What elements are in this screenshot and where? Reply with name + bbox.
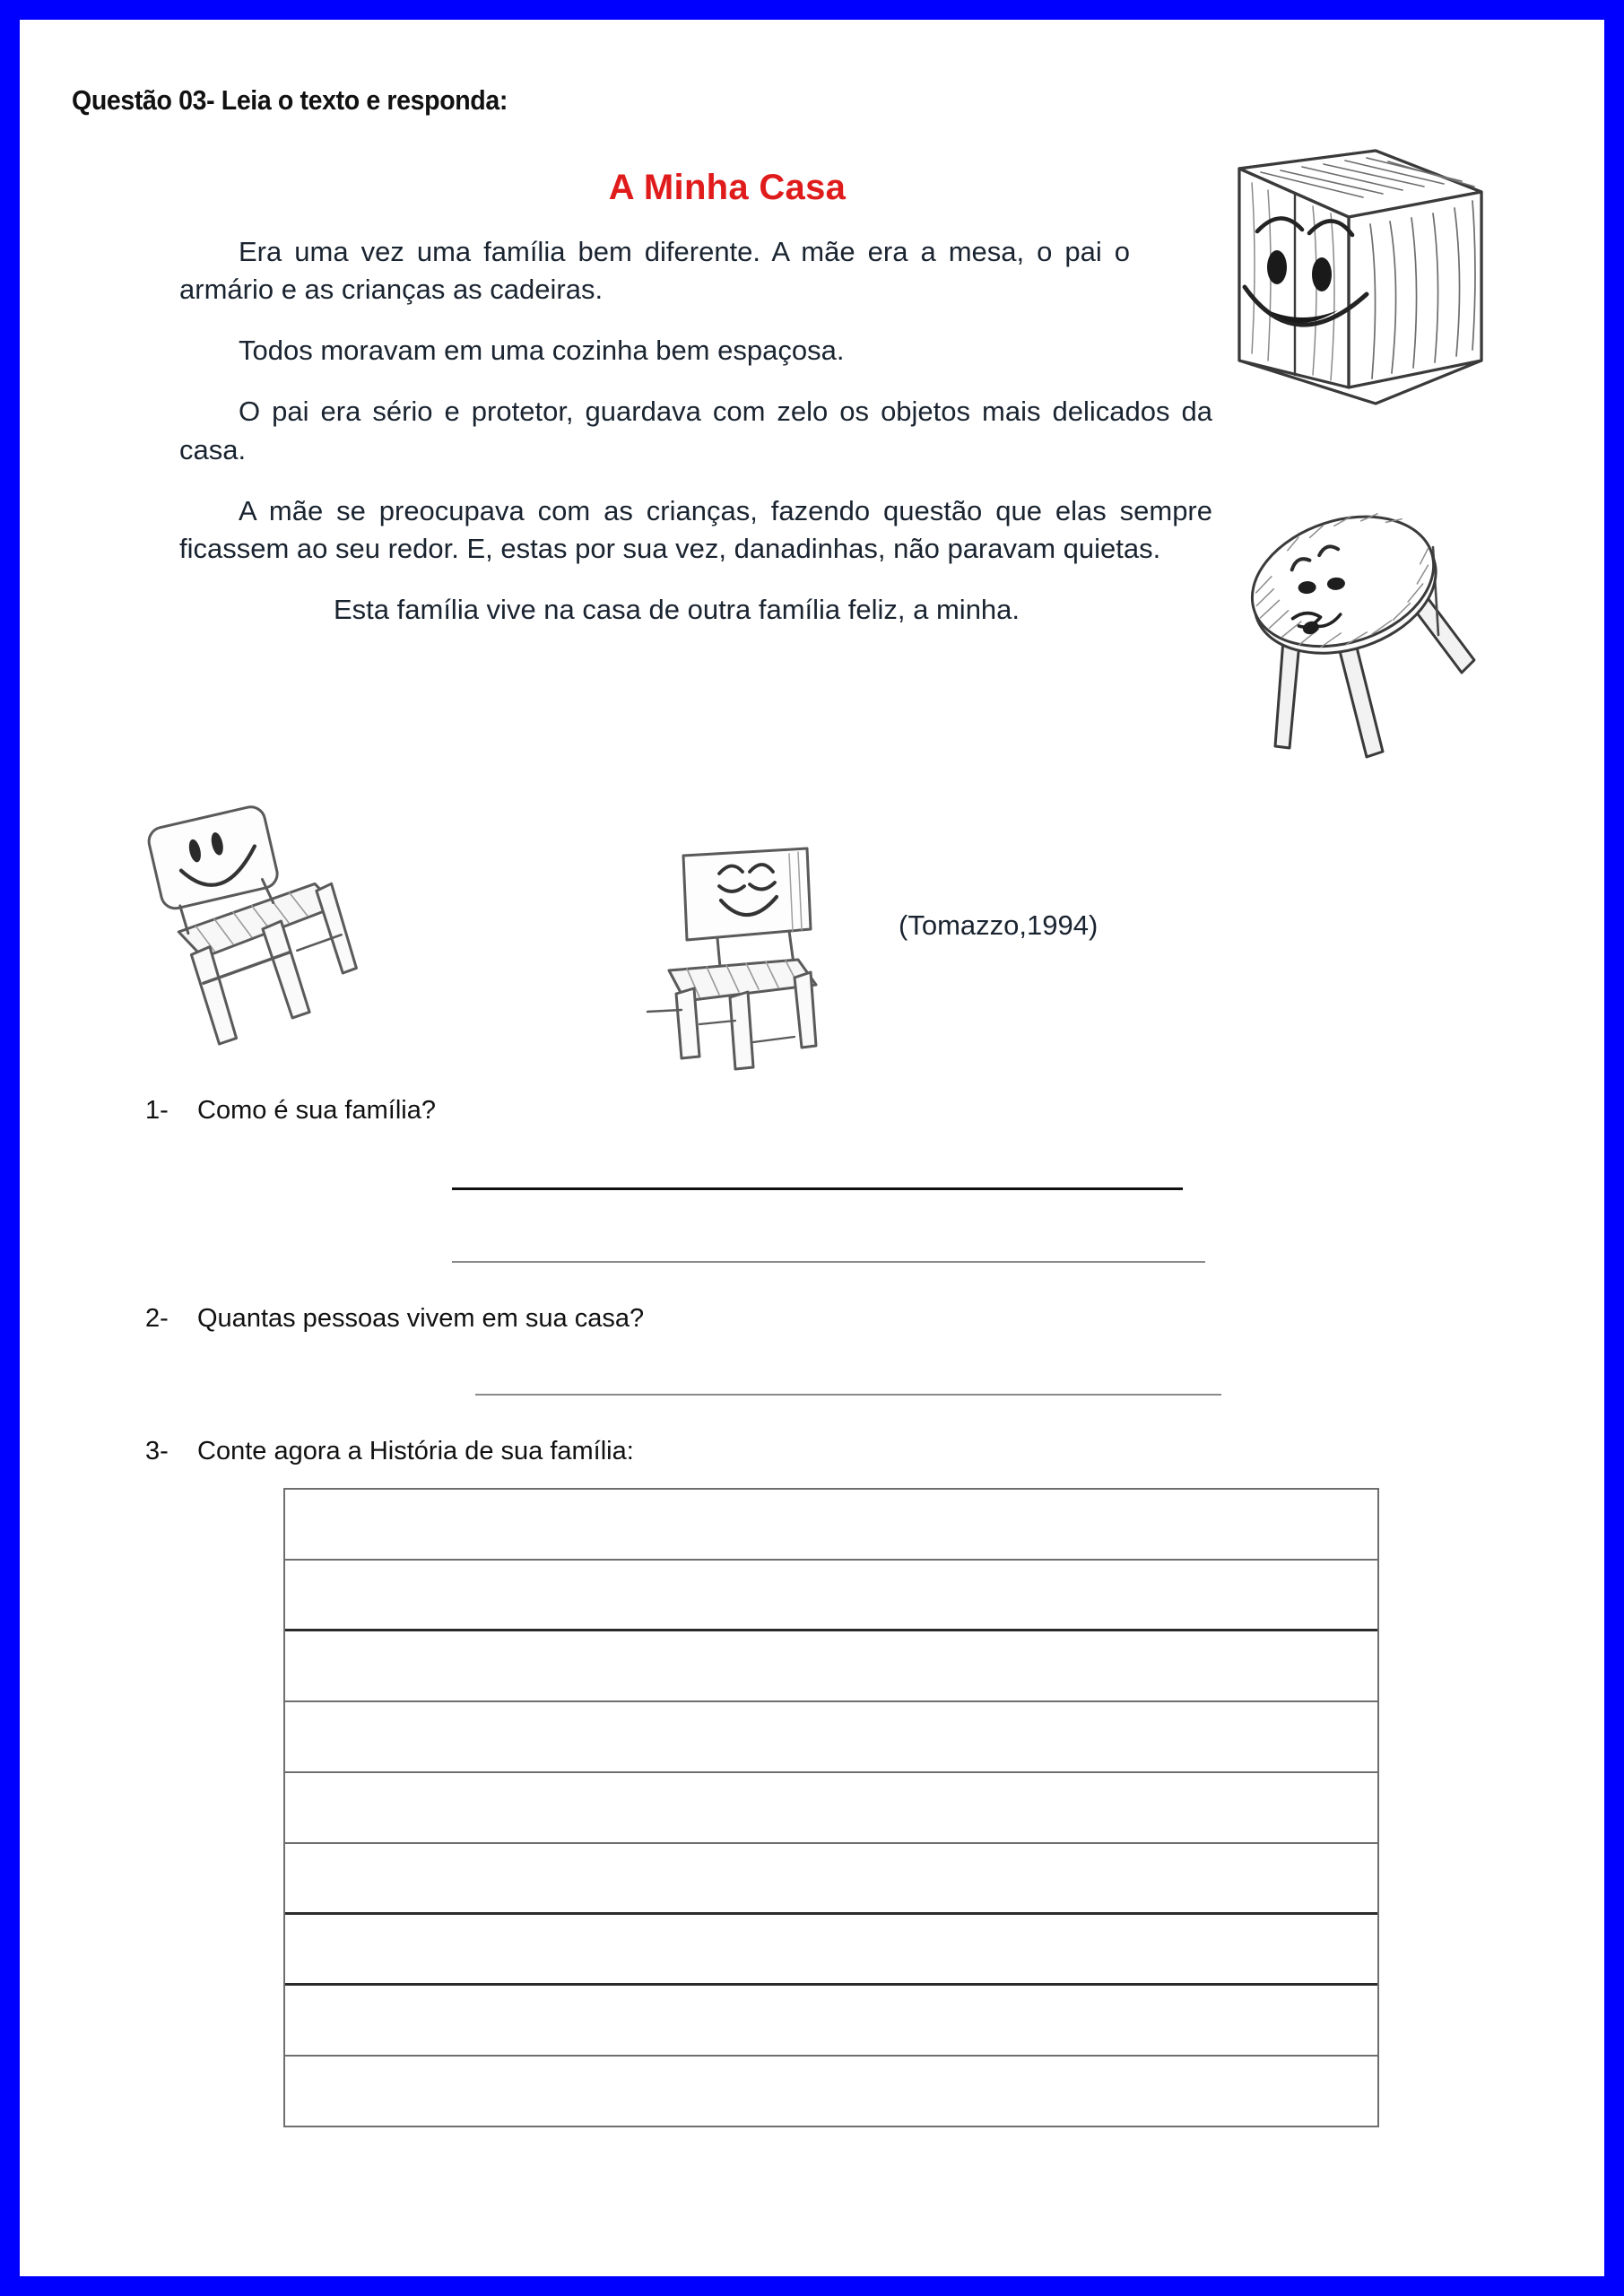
story-block (179, 168, 1212, 629)
writing-grid-row[interactable] (285, 1773, 1377, 1844)
story-title: A Minha Casa (608, 168, 847, 207)
writing-grid-row[interactable] (285, 1631, 1377, 1702)
question-2-answer-line-1[interactable] (475, 1394, 1221, 1396)
smiling-stool-table-illustration (1248, 502, 1508, 771)
question-1-number: 1- (145, 1096, 169, 1125)
question-2-text: Quantas pessoas vivem em sua casa? (197, 1304, 645, 1333)
question-1 (145, 1096, 436, 1126)
writing-grid-row[interactable] (285, 1702, 1377, 1773)
writing-grid-row[interactable] (285, 1490, 1377, 1561)
question-3-text: Conte agora a História de sua família: (197, 1437, 634, 1465)
story-paragraph-5: Esta família vive na casa de outra família feliz, a minha. (334, 594, 1020, 626)
smiling-chair-center-illustration (631, 834, 829, 1076)
question-3-writing-grid[interactable] (283, 1488, 1379, 2127)
smiling-cabinet-illustration (1212, 135, 1499, 430)
question-1-text: Como é sua família? (197, 1096, 436, 1125)
worksheet-sheet (20, 20, 1604, 2276)
question-3 (145, 1437, 634, 1466)
page-title: Questão 03- Leia o texto e responda: (72, 84, 508, 116)
writing-grid-row[interactable] (285, 1986, 1377, 2057)
writing-grid-row[interactable] (285, 2057, 1377, 2127)
story-paragraph-2: Todos moravam em uma cozinha bem espaçosa. (239, 335, 845, 367)
story-paragraph-3: O pai era sério e protetor, guardava com zelo os objetos mais delicados da casa. (179, 396, 1212, 465)
question-2 (145, 1304, 644, 1334)
smiling-chair-left-illustration (145, 793, 360, 1053)
question-2-number: 2- (145, 1304, 169, 1333)
writing-grid-row[interactable] (285, 1844, 1377, 1915)
story-attribution: (Tomazzo,1994) (899, 909, 1099, 941)
story-paragraph-4: A mãe se preocupava com as crianças, fazendo questão que elas sempre ficassem ao seu redor. E, estas por sua vez, danadinhas, não paravam quietas. (179, 494, 1212, 564)
question-1-answer-line-1[interactable] (452, 1187, 1183, 1190)
question-1-answer-line-2[interactable] (452, 1261, 1205, 1263)
story-paragraph-1: Era uma vez uma família bem diferente. A mãe era a mesa, o pai o armário e as crianças as cadeiras. (179, 236, 1130, 306)
question-3-number: 3- (145, 1437, 169, 1465)
writing-grid-row[interactable] (285, 1561, 1377, 1631)
writing-grid-row[interactable] (285, 1915, 1377, 1986)
